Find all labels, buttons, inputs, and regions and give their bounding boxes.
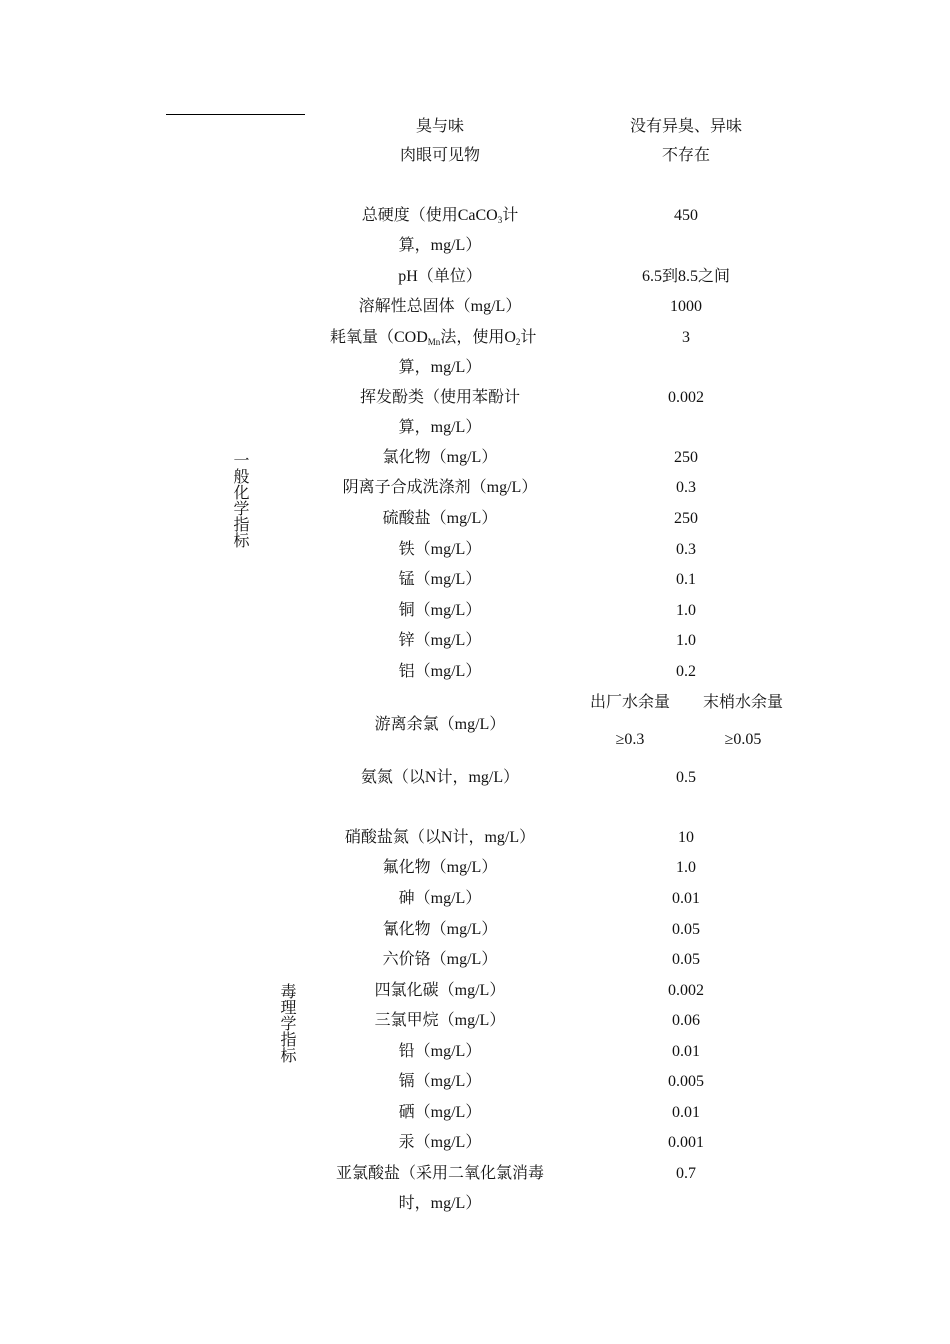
value-copper: 1.0 — [676, 602, 696, 619]
value-chlorite: 0.7 — [676, 1165, 696, 1182]
value-carbon-tetrachloride: 0.002 — [668, 982, 704, 999]
value-mercury: 0.001 — [668, 1134, 704, 1151]
item-sulfate: 硫酸盐（mg/L） — [382, 510, 498, 527]
item-iron: 铁（mg/L） — [398, 541, 482, 558]
item-free-chlorine: 游离余氯（mg/L） — [374, 716, 506, 733]
item-ammonia: 氨氮（以N计，mg/L） — [360, 769, 520, 786]
item-fluoride: 氟化物（mg/L） — [382, 859, 498, 876]
value-cadmium: 0.005 — [668, 1073, 704, 1090]
value-lead: 0.01 — [672, 1043, 700, 1060]
item-chlorite: 亚氯酸盐（采用二氧化氯消毒 — [335, 1165, 545, 1182]
item-nitrate: 硝酸盐氮（以N计，mg/L） — [344, 829, 536, 846]
category-general-chemical: 一般化学指标 — [231, 452, 248, 548]
item-cadmium: 镉（mg/L） — [398, 1073, 482, 1090]
item-tds: 溶解性总固体（mg/L） — [358, 298, 522, 315]
value-iron: 0.3 — [676, 541, 696, 558]
item-chloroform: 三氯甲烷（mg/L） — [374, 1012, 506, 1029]
item-selenium: 硒（mg/L） — [398, 1104, 482, 1121]
item-visible-matter: 肉眼可见物 — [399, 147, 481, 164]
item-chromium-vi: 六价铬（mg/L） — [382, 951, 498, 968]
item-detergent: 阴离子合成洗涤剂（mg/L） — [342, 479, 538, 496]
item-cod-line2: 算，mg/L） — [398, 359, 482, 376]
value-nitrate: 10 — [678, 829, 694, 846]
value-chloride: 250 — [674, 449, 698, 466]
value-ammonia: 0.5 — [676, 769, 696, 786]
value-chromium-vi: 0.05 — [672, 951, 700, 968]
value-sulfate: 250 — [674, 510, 698, 527]
item-phenols-line2: 算，mg/L） — [398, 419, 482, 436]
value-total-hardness: 450 — [674, 207, 698, 224]
value-ph: 6.5到8.5之间 — [641, 268, 731, 285]
value-zinc: 1.0 — [676, 632, 696, 649]
item-chlorite-line2: 时，mg/L） — [398, 1195, 482, 1212]
value-fluoride: 1.0 — [676, 859, 696, 876]
item-chloride: 氯化物（mg/L） — [382, 449, 498, 466]
subheader-tap-end: 末梢水余量 — [702, 694, 784, 711]
item-cyanide: 氰化物（mg/L） — [382, 921, 498, 938]
value-arsenic: 0.01 — [672, 890, 700, 907]
footnote-separator-line — [166, 114, 305, 115]
item-total-hardness: 总硬度（使用CaCO$_3$计 — [361, 207, 519, 225]
value-cod: 3 — [682, 329, 690, 346]
item-zinc: 锌（mg/L） — [398, 632, 482, 649]
item-aluminum: 铝（mg/L） — [398, 663, 482, 680]
item-mercury: 汞（mg/L） — [398, 1134, 482, 1151]
value-phenols: 0.002 — [668, 389, 704, 406]
item-cod: 耗氧量（$COD_{Mn}$法，使用$O_2$计 — [330, 329, 537, 347]
value-tap-end: ≥0.05 — [724, 731, 762, 748]
value-chloroform: 0.06 — [672, 1012, 700, 1029]
subheader-plant-outlet: 出厂水余量 — [589, 694, 671, 711]
value-visible-matter: 不存在 — [661, 147, 711, 164]
item-ph: pH（单位） — [398, 268, 482, 285]
item-manganese: 锰（mg/L） — [398, 571, 482, 588]
item-arsenic: 砷（mg/L） — [398, 890, 482, 907]
item-carbon-tetrachloride: 四氯化碳（mg/L） — [374, 982, 506, 999]
value-detergent: 0.3 — [676, 479, 696, 496]
value-odor-taste: 没有异臭、异味 — [629, 118, 743, 135]
item-total-hardness-line2: 算，mg/L） — [398, 237, 482, 254]
item-odor-taste: 臭与味 — [415, 118, 465, 135]
item-copper: 铜（mg/L） — [398, 602, 482, 619]
value-aluminum: 0.2 — [676, 663, 696, 680]
value-cyanide: 0.05 — [672, 921, 700, 938]
item-lead: 铅（mg/L） — [398, 1043, 482, 1060]
value-tds: 1000 — [670, 298, 702, 315]
value-manganese: 0.1 — [676, 571, 696, 588]
value-plant-outlet: ≥0.3 — [615, 731, 645, 748]
category-toxicological: 毒理学指标 — [278, 983, 295, 1063]
value-selenium: 0.01 — [672, 1104, 700, 1121]
item-phenols: 挥发酚类（使用苯酚计 — [359, 389, 521, 406]
